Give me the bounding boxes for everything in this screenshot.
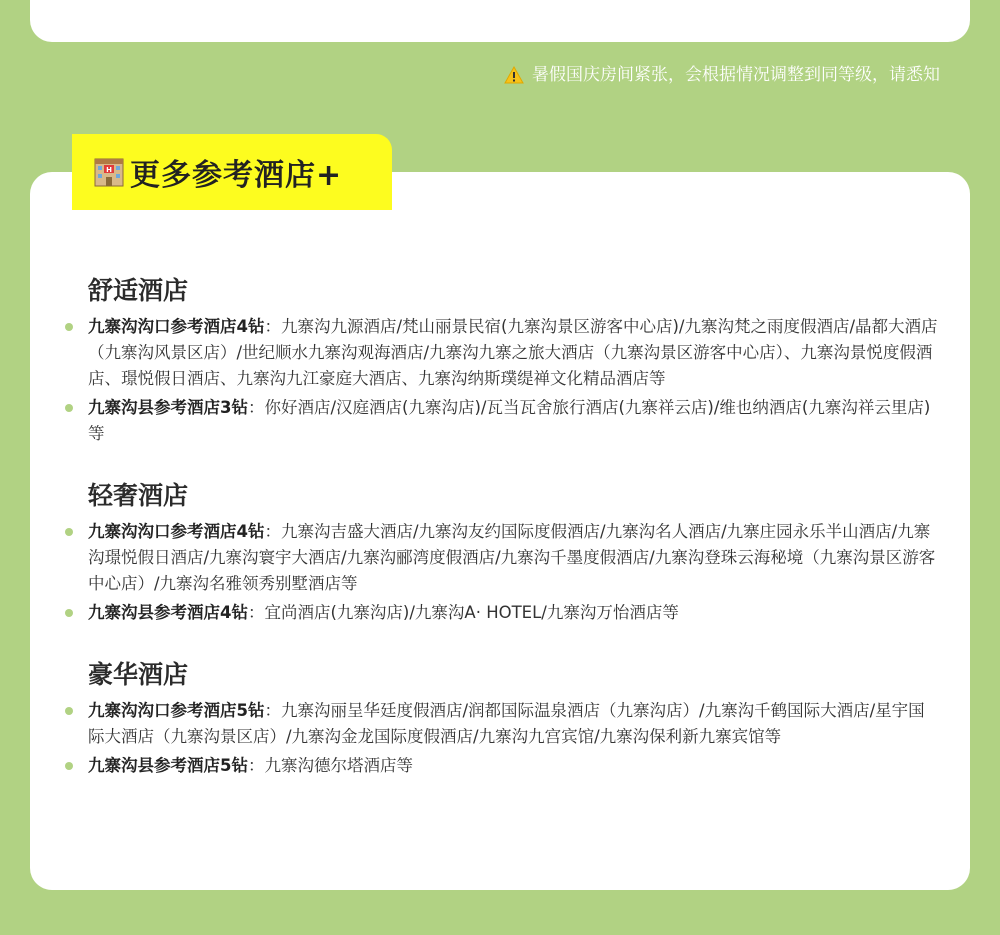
item-label: 九寨沟沟口参考酒店4钻: [88, 317, 265, 336]
bullet-dot: [65, 528, 73, 536]
item-label: 九寨沟县参考酒店5钻: [88, 756, 248, 775]
hotel-list: [88, 519, 940, 626]
hotel-list: [88, 698, 940, 779]
notice-text: 暑假国庆房间紧张，会根据情况调整到同等级，请悉知: [532, 65, 940, 85]
item-text: ：你好酒店/汉庭酒店(九寨沟店)/瓦当瓦舍旅行酒店(九寨祥云店)/维也纳酒店(九寨沟祥云里店)等: [88, 398, 931, 443]
hotel-sections: [88, 272, 940, 809]
warning-icon: [504, 66, 524, 84]
badge-title: 更多参考酒店+: [130, 158, 343, 193]
item-label: 九寨沟沟口参考酒店4钻: [88, 522, 265, 541]
item-text: ：九寨沟吉盛大酒店/九寨沟友约国际度假酒店/九寨沟名人酒店/九寨庄园永乐半山酒店/九寨沟璟悦假日酒店/九寨沟寰宇大酒店/九寨沟郦湾度假酒店/九寨沟千墨度假酒店/九寨沟登珠云海秘境（九寨沟景区游客中心店）/九寨沟名雅领秀别墅酒店等: [88, 522, 936, 593]
bullet-dot: [65, 323, 73, 331]
item-text: ：九寨沟九源酒店/梵山丽景民宿(九寨沟景区游客中心店)/九寨沟梵之雨度假酒店/晶都大酒店（九寨沟风景区店）/世纪顺水九寨沟观海酒店/九寨沟九寨之旅大酒店（九寨沟景区游客中心店）、九寨沟景悦度假酒店、璟悦假日酒店、九寨沟九江豪庭大酒店、九寨沟纳斯璞缇禅文化精品酒店等: [88, 317, 938, 388]
top-card: [30, 0, 970, 42]
section-comfort: [88, 272, 940, 447]
section-title: 轻奢酒店: [88, 481, 189, 510]
item-text: ：九寨沟德尔塔酒店等: [247, 756, 413, 775]
list-item: [88, 519, 940, 597]
svg-text:H: H: [106, 166, 112, 174]
notice-bar: [504, 63, 940, 87]
item-text: ：九寨沟丽呈华廷度假酒店/润都国际温泉酒店（九寨沟店）/九寨沟千鹤国际大酒店/星宇国际大酒店（九寨沟景区店）/九寨沟金龙国际度假酒店/九寨沟九宫宾馆/九寨沟保利新九寨宾馆等: [88, 701, 925, 746]
list-item: [88, 698, 940, 750]
list-item: [88, 314, 940, 392]
item-label: 九寨沟县参考酒店3钻: [88, 398, 248, 417]
list-item: [88, 600, 940, 626]
bullet-dot: [65, 609, 73, 617]
list-item: [88, 753, 940, 779]
bullet-dot: [65, 762, 73, 770]
item-label: 九寨沟县参考酒店4钻: [88, 603, 248, 622]
item-text: ：宜尚酒店(九寨沟店)/九寨沟A· HOTEL/九寨沟万怡酒店等: [247, 603, 679, 622]
list-item: [88, 395, 940, 447]
section-light-luxury: [88, 477, 940, 626]
bullet-dot: [65, 404, 73, 412]
section-title: 舒适酒店: [88, 276, 189, 305]
hotel-list: [88, 314, 940, 447]
item-label: 九寨沟沟口参考酒店5钻: [88, 701, 265, 720]
section-luxury: [88, 656, 940, 779]
section-badge: [72, 134, 392, 210]
bullet-dot: [65, 707, 73, 715]
hotel-icon: [92, 155, 126, 189]
section-title: 豪华酒店: [88, 660, 189, 689]
